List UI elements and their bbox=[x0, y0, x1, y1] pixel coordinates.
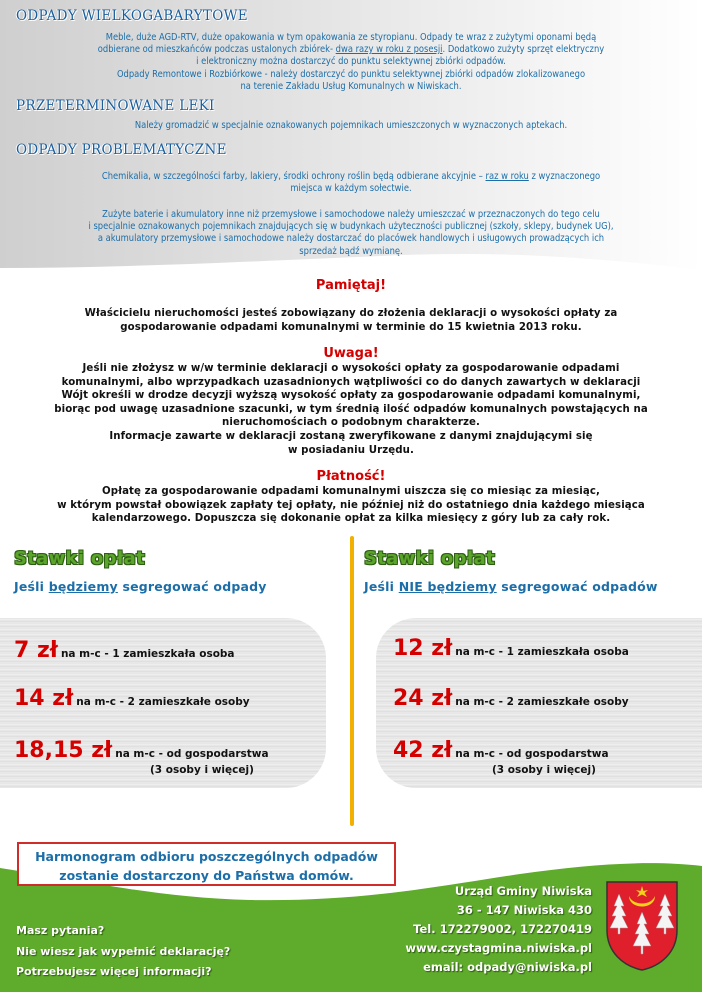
rate-description: na m-c - 2 zamieszkałe osoby bbox=[455, 696, 629, 708]
text-line: Informacje zawarte w deklaracji zostaną zweryfikowane z danymi znajdującymi się bbox=[109, 430, 593, 442]
underlined-text: będziemy bbox=[48, 579, 118, 594]
problematic-text-1 bbox=[0, 171, 702, 195]
rate-row bbox=[393, 738, 609, 763]
website-link[interactable]: www.czystagmina.niwiska.pl bbox=[405, 941, 592, 955]
rates-left-subtitle bbox=[14, 579, 267, 594]
warning-text bbox=[0, 362, 702, 457]
text-span: Jeśli bbox=[364, 579, 399, 594]
rate-row bbox=[14, 638, 235, 663]
text-line: w którym powstał obowiązek zapłaty tej opłaty, nie później niż do ostatniego dnia każdego miesiąca bbox=[57, 499, 645, 511]
text-line: Odpady Remontowe i Rozbiórkowe - należy dostarczyć do punktu selektywnej zbiórki odpadów zlokalizowanego bbox=[116, 68, 586, 80]
text-line: a akumulatory przemysłowe i samochodowe należy dostarczać do placówek handlowych i usługowych prowadzących ich bbox=[97, 233, 605, 245]
rates-right-subtitle bbox=[364, 579, 658, 594]
text-line: kalendarzowego. Dopuszcza się dokonanie opłat za kilka miesięcy z góry lub za cały rok. bbox=[91, 513, 611, 525]
text-span: z wyznaczonego bbox=[528, 171, 601, 182]
text-span: . Dodatkowo zużyty sprzęt elektryczny bbox=[442, 44, 605, 56]
text-line: miejsca w każdym sołectwie. bbox=[290, 183, 412, 195]
rate-amount: 7 zł bbox=[14, 638, 58, 663]
section-title-problematic: ODPADY PROBLEMATYCZNE bbox=[16, 142, 227, 158]
text-line bbox=[0, 44, 702, 56]
text-line: komunalnymi, albo wprzypadkach uzasadnionych wątpliwości co do danych zawartych w deklaracji bbox=[61, 376, 641, 388]
question-2: Nie wiesz jak wypełnić deklarację? bbox=[16, 945, 231, 958]
rate-amount: 24 zł bbox=[393, 686, 453, 711]
text-line: nieruchomościach o podobnym charakterze. bbox=[222, 417, 480, 429]
text-line: zostanie dostarczony do Państwa domów. bbox=[59, 868, 354, 883]
email-link[interactable]: email: odpady@niwiska.pl bbox=[423, 960, 592, 974]
coat-of-arms-icon bbox=[605, 880, 679, 972]
problematic-text-2 bbox=[0, 209, 702, 258]
rate-amount: 14 zł bbox=[14, 686, 74, 711]
warning-heading: Uwaga! bbox=[323, 346, 379, 361]
rate-description: na m-c - od gospodarstwa bbox=[455, 748, 609, 760]
text-span: segregować odpadów bbox=[496, 579, 658, 594]
office-phone: Tel. 172279002, 172270419 bbox=[413, 922, 592, 936]
text-line: w posiadaniu Urzędu. bbox=[288, 444, 414, 456]
text-line: Właścicielu nieruchomości jesteś zobowiązany do złożenia deklaracji o wysokości opłaty za bbox=[84, 308, 618, 319]
text-line bbox=[0, 171, 702, 183]
rate-description: na m-c - 1 zamieszkała osoba bbox=[60, 648, 235, 660]
text-line: i specjalnie oznakowanych pojemnikach znajdujących się w budynkach użyteczności publicznej (szkoły, sklepy, budynek UG), bbox=[88, 221, 614, 233]
text-line: Harmonogram odbioru poszczególnych odpadów bbox=[35, 849, 378, 864]
underlined-text: dwa razy w roku z posesji bbox=[335, 44, 443, 56]
rate-row bbox=[393, 686, 629, 711]
column-divider bbox=[350, 536, 354, 826]
payment-heading: Płatność! bbox=[316, 469, 386, 484]
bulky-text bbox=[0, 32, 702, 93]
text-line: biorąc pod uwagę uzasadnione szacunki, w tym średnią ilość odpadów komunalnych powstających na bbox=[54, 403, 648, 415]
rate-row bbox=[393, 636, 629, 661]
text-line: Jeśli nie złożysz w w/w terminie deklaracji o wysokości opłaty za gospodarowanie odpadami bbox=[82, 363, 620, 374]
rate-row bbox=[14, 738, 269, 763]
question-3: Potrzebujesz więcej informacji? bbox=[16, 965, 212, 978]
text-line: Zużyte baterie i akumulatory inne niż przemysłowe i samochodowe należy umieszczać w przeznaczonych do tego celu bbox=[102, 209, 600, 220]
text-span: Jeśli bbox=[14, 579, 49, 594]
section-title-medicines: PRZETERMINOWANE LEKI bbox=[16, 98, 215, 114]
rate-amount: 42 zł bbox=[393, 738, 453, 763]
text-line: Opłatę za gospodarowanie odpadami komunalnymi uiszcza się co miesiąc za miesiąc, bbox=[102, 486, 600, 497]
office-name: Urząd Gminy Niwiska bbox=[454, 884, 592, 898]
schedule-notice bbox=[17, 842, 396, 886]
text-line: Należy gromadzić w specjalnie oznakowanych pojemnikach umieszczonych w wyznaczonych aptekach. bbox=[134, 120, 568, 131]
text-line: gospodarowanie odpadami komunalnymi w terminie do 15 kwietnia 2013 roku. bbox=[120, 321, 582, 333]
question-1: Masz pytania? bbox=[16, 924, 105, 937]
text-line: Wójt określi w drodze decyzji wyższą wysokość opłaty za gospodarowanie odpadami komunalnymi, bbox=[61, 390, 641, 402]
office-address: 36 - 147 Niwiska 430 bbox=[456, 903, 592, 917]
rate-description: na m-c - od gospodarstwa bbox=[115, 748, 269, 760]
text-span: odbierane od mieszkańców podczas ustalonych zbiórek- bbox=[97, 44, 336, 56]
remember-heading: Pamiętaj! bbox=[315, 278, 387, 293]
rate-amount: 12 zł bbox=[393, 636, 453, 661]
remember-text bbox=[0, 307, 702, 334]
text-span: Chemikalia, w szczególności farby, lakiery, środki ochrony roślin będą odbierane akcyjnie – bbox=[101, 171, 486, 182]
text-line: sprzedaż bądź wymianę. bbox=[299, 245, 403, 257]
section-title-bulky: ODPADY WIELKOGABARYTOWE bbox=[16, 8, 248, 24]
rates-left-title: Stawki opłat bbox=[14, 548, 146, 569]
text-line: i elektroniczny można dostarczyć do punktu selektywnej zbiórki odpadów. bbox=[196, 56, 506, 68]
underlined-text: raz w roku bbox=[485, 171, 529, 182]
payment-text bbox=[0, 485, 702, 526]
text-line: Meble, duże AGD-RTV, duże opakowania w tym opakowania ze styropianu. Odpady te wraz z zużytymi oponami będą bbox=[105, 32, 597, 43]
rate-note: (3 osoby i więcej) bbox=[150, 764, 254, 776]
rate-amount: 18,15 zł bbox=[14, 738, 113, 763]
medicines-text bbox=[0, 120, 702, 132]
text-span: segregować odpady bbox=[117, 579, 267, 594]
text-line: na terenie Zakładu Usług Komunalnych w Niwiskach. bbox=[240, 80, 462, 92]
rates-right-title: Stawki opłat bbox=[364, 548, 496, 569]
underlined-text: NIE będziemy bbox=[398, 579, 497, 594]
rate-note: (3 osoby i więcej) bbox=[492, 764, 596, 776]
rate-row bbox=[14, 686, 250, 711]
rate-description: na m-c - 2 zamieszkałe osoby bbox=[76, 696, 250, 708]
rate-description: na m-c - 1 zamieszkała osoba bbox=[455, 646, 629, 658]
